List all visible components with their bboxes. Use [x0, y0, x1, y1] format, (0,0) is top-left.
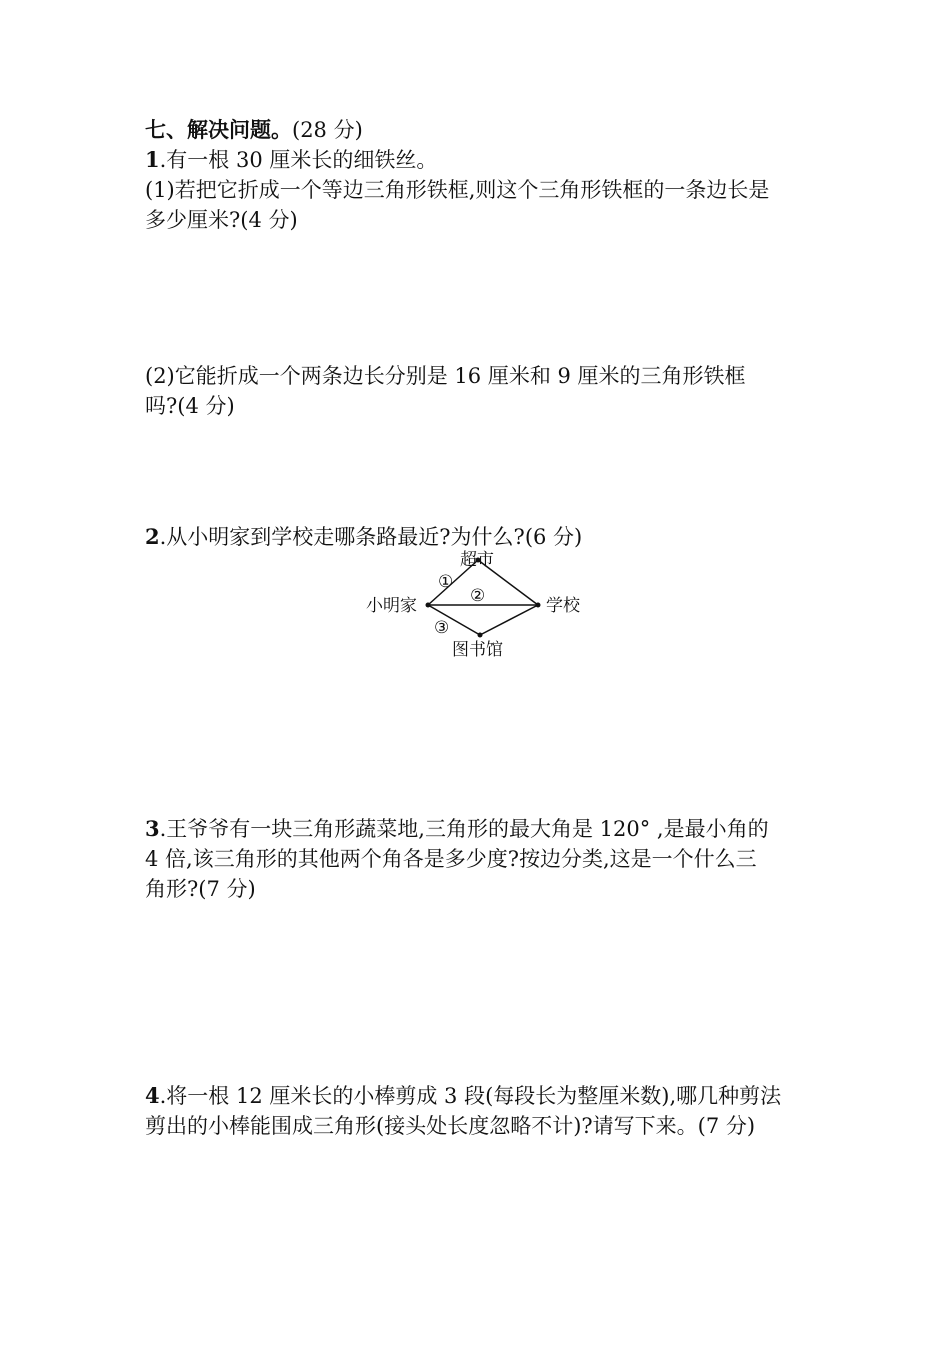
section-title: 七、解决问题。 [145, 117, 292, 142]
question-4-line1 [145, 1081, 781, 1111]
section-score: (28 分) [292, 118, 363, 142]
question-3-line3: 角形?(7 分) [145, 877, 256, 901]
question-1-part2-line2: 吗?(4 分) [145, 394, 235, 418]
question-2-text: .从小明家到学校走哪条路最近?为什么?(6 分) [159, 525, 583, 549]
question-1-part1-line1: (1)若把它折成一个等边三角形铁框,则这个三角形铁框的一条边长是 [145, 178, 770, 202]
question-1-number: 1 [145, 147, 160, 172]
route-2-label: ② [470, 586, 486, 606]
question-3-line2: 4 倍,该三角形的其他两个角各是多少度?按边分类,这是一个什么三 [145, 847, 757, 871]
route-1-label: ① [438, 572, 454, 592]
school-point [536, 603, 541, 608]
question-2-number: 2 [145, 524, 160, 549]
question-3-text: .王爷爷有一块三角形蔬菜地,三角形的最大角是 120° ,是最小角的 [159, 817, 769, 841]
question-4-number: 4 [145, 1083, 160, 1108]
question-1-stem [145, 145, 437, 175]
library-label: 图书馆 [452, 640, 503, 660]
question-3-line1 [145, 814, 769, 844]
question-4-line2: 剪出的小棒能围成三角形(接头处长度忽略不计)?请写下来。(7 分) [145, 1114, 756, 1138]
question-1-part1-line2: 多少厘米?(4 分) [145, 208, 298, 232]
question-3-number: 3 [145, 816, 160, 841]
question-1-part2-line1: (2)它能折成一个两条边长分别是 16 厘米和 9 厘米的三角形铁框 [145, 364, 746, 388]
route-3-label: ③ [434, 618, 450, 638]
question-1-text: .有一根 30 厘米长的细铁丝。 [159, 148, 438, 172]
school-label: 学校 [546, 596, 580, 616]
question-4-text: .将一根 12 厘米长的小棒剪成 3 段(每段长为整厘米数),哪几种剪法 [159, 1084, 782, 1108]
supermarket-label: 超市 [460, 550, 494, 570]
home-point [426, 603, 431, 608]
library-point [478, 633, 483, 638]
section-heading [145, 115, 363, 145]
route-diagram [340, 545, 620, 670]
road-library-school [480, 605, 538, 635]
home-label: 小明家 [366, 596, 417, 616]
